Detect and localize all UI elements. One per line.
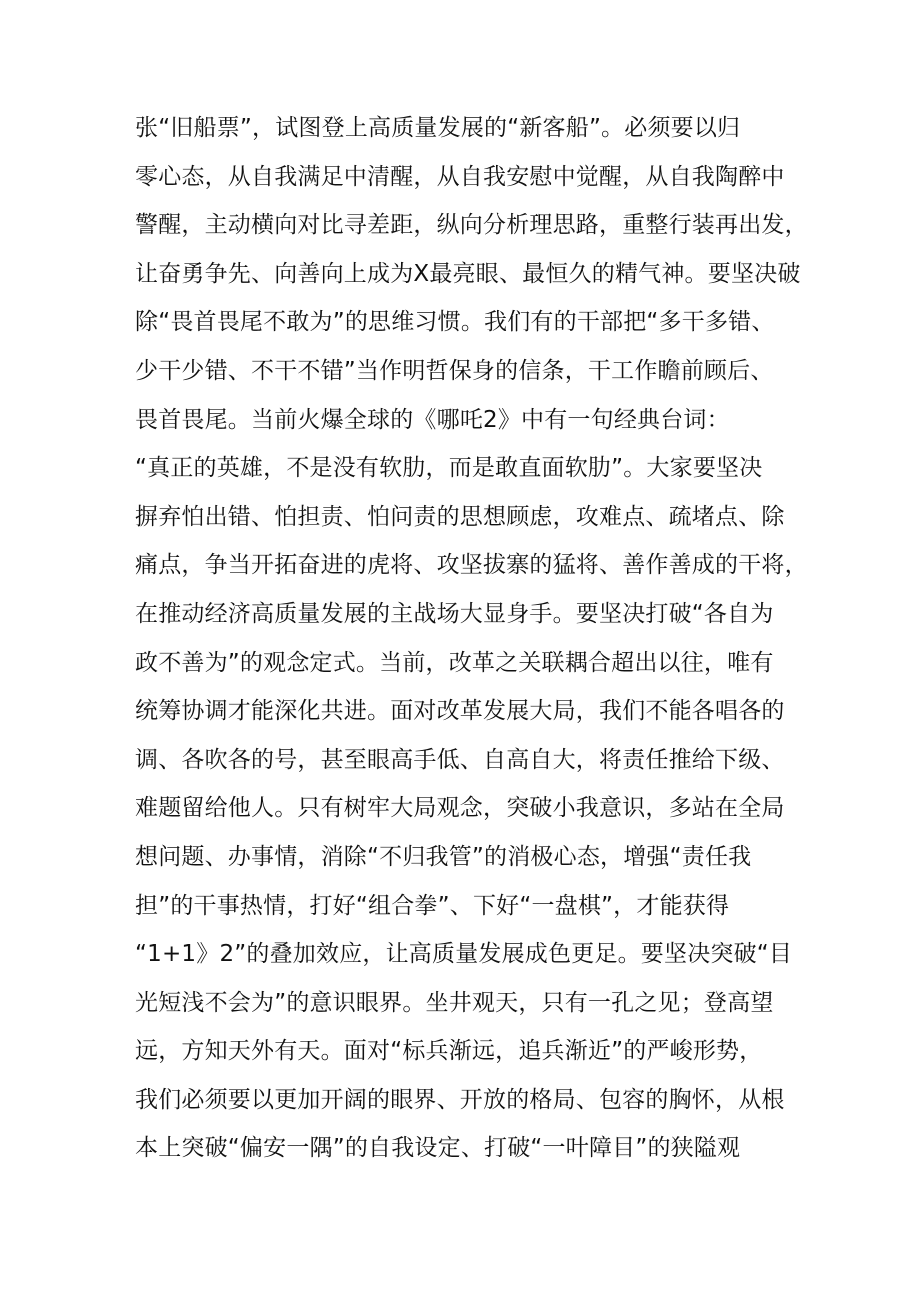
text-line-4: 让奋勇争先、向善向上成为X最亮眼、最恒久的精气神。要坚决破 (135, 260, 801, 287)
text-line-12: 政不善为”的观念定式。当前，改革之关联耦合超出以往，唯有 (135, 649, 774, 676)
text-line-22: 本上突破“偏安一隅”的自我设定、打破“一叶障目”的狭隘观 (135, 1135, 741, 1162)
text-line-5: 除“畏首畏尾不敢为”的思维习惯。我们有的干部把“多干多错、 (135, 309, 775, 336)
text-line-7: 畏首畏尾。当前火爆全球的《哪吒2》中有一句经典台词： (135, 406, 730, 433)
text-line-8: “真正的英雄，不是没有软肋，而是敢直面软肋”。大家要坚决 (135, 455, 763, 482)
text-line-18: “1+1》2”的叠加效应，让高质量发展成色更足。要坚决突破“目 (135, 941, 793, 968)
body-paragraph (135, 104, 815, 1173)
text-line-9: 摒弃怕出错、怕担责、怕问责的思想顾虑，攻难点、疏堵点、除 (135, 503, 785, 530)
text-line-11: 在推动经济高质量发展的主战场大显身手。要坚决打破“各自为 (135, 600, 774, 627)
text-line-20: 远，方知天外有天。面对“标兵渐远，追兵渐近”的严峻形势， (135, 1038, 763, 1065)
text-line-13: 统筹协调才能深化共进。面对改革发展大局，我们不能各唱各的 (135, 698, 785, 725)
text-line-15: 难题留给他人。只有树牢大局观念，突破小我意识，多站在全局 (135, 795, 785, 822)
text-line-19: 光短浅不会为”的意识眼界。坐井观天，只有一孔之见；登高望 (135, 989, 774, 1016)
text-line-17: 担”的干事热情，打好“组合拳”、下好“一盘棋”，才能获得 (135, 892, 730, 919)
text-line-10: 痛点，争当开拓奋进的虎将、攻坚拔寨的猛将、善作善成的干将， (135, 552, 808, 579)
text-line-3: 警醒，主动横向对比寻差距，纵向分析理思路，重整行装再出发， (135, 212, 808, 239)
text-line-1: 张“旧船票”，试图登上高质量发展的“新客船”。必须要以归 (135, 115, 741, 141)
text-line-14: 调、各吹各的号，甚至眼高手低、自高自大，将责任推给下级、 (135, 746, 785, 773)
text-line-16: 想问题、办事情，消除“不归我管”的消极心态，增强“责任我 (135, 843, 752, 870)
text-line-21: 我们必须要以更加开阔的眼界、开放的格局、包容的胸怀，从根 (135, 1086, 785, 1113)
text-line-2: 零心态，从自我满足中清醒，从自我安慰中觉醒，从自我陶醉中 (135, 163, 785, 190)
text-line-6: 少干少错、不干不错”当作明哲保身的信条，干工作瞻前顾后、 (135, 357, 774, 384)
